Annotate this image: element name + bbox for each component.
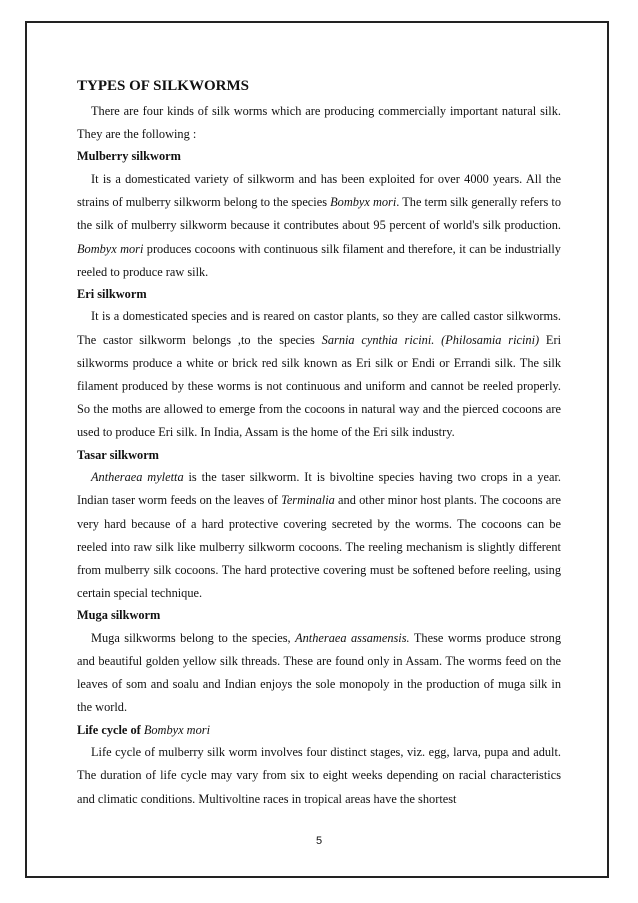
- text-segment: These worms produce strong and beautiful golden yellow silk threads. These are found only in Assam. The worms feed on the leaves of som and soalu and Indian enjoys the sole monopoly in the production of muga silk in the world.: [77, 630, 561, 715]
- species-name: Bombyx mori: [77, 241, 144, 256]
- section-heading-muga: Muga silkworm: [77, 608, 161, 623]
- species-name: Bombyx mori: [143, 722, 211, 737]
- paragraph-tasar: [77, 466, 561, 605]
- paragraph-eri: [77, 305, 561, 444]
- heading-text: Life cycle of: [77, 722, 144, 737]
- species-name: Antheraea myletta: [91, 470, 184, 485]
- document-body: [77, 72, 561, 811]
- text-segment: Muga silkworms belong to the species,: [91, 630, 296, 645]
- page-title: TYPES OF SILKWORMS: [77, 78, 249, 94]
- plant-name: Terminalia: [281, 493, 335, 508]
- species-name: Sarnia cynthia ricini. (Philosamia ricini): [321, 332, 540, 347]
- text-segment: . The term silk generally refers to the silk of mulberry silkworm because it contributes about 95 percent of world's silk production.: [77, 195, 562, 233]
- text-segment: Eri silkworms produce a white or brick red silk known as Eri silk or Endi or Errandi silk. The silk filament produced by these worms is not continuous and uniform and cannot be reeled properly. So the moths are allowed to emerge from the cocoons in natural way and the pierced cocoons are used to produce Eri silk. In India, Assam is the home of the Eri silk industry.: [77, 332, 561, 440]
- species-name: Antheraea assamensis.: [295, 630, 410, 645]
- text-segment: It is a domesticated species and is reared on castor plants, so they are called castor silkworms. The castor silkworm belongs ,to the species: [77, 309, 561, 347]
- intro-text: There are four kinds of silk worms which are producing commercially important natural silk. They are the following :: [77, 104, 561, 142]
- text-segment: and other minor host plants. The cocoons are very hard because of a hard protective covering secreted by the worms. The cocoons can be reeled into raw silk like mulberry silkworm cocoons. The reeling mechanism is slightly different from mulberry silk cocoons. The hard protective covering must be softened before reeling, using certain special technique.: [77, 493, 561, 601]
- page-number: 5: [315, 835, 323, 847]
- section-heading-mulberry: Mulberry silkworm: [77, 149, 181, 164]
- paragraph-muga: [77, 627, 561, 720]
- section-heading-eri: Eri silkworm: [77, 286, 147, 301]
- paragraph-lifecycle: [77, 741, 561, 811]
- section-heading-tasar: Tasar silkworm: [77, 447, 159, 462]
- intro-paragraph: [77, 100, 561, 146]
- paragraph-mulberry: [77, 168, 561, 284]
- species-name: Bombyx mori: [330, 195, 397, 210]
- text-segment: produces cocoons with continuous silk filament and therefore, it can be industrially reeled to produce raw silk.: [77, 241, 561, 279]
- section-heading-lifecycle: [77, 720, 561, 742]
- text-segment: Life cycle of mulberry silk worm involves four distinct stages, viz. egg, larva, pupa and adult. The duration of life cycle may vary from six to eight weeks depending on racial characteristics and climatic conditions. Multivoltine races in tropical areas have the shortest: [77, 745, 561, 806]
- text-segment: is the taser silkworm. It is bivoltine species having two crops in a year. Indian taser worm feeds on the leaves of: [77, 470, 561, 508]
- text-segment: It is a domesticated variety of silkworm and has been exploited for over 4000 years. All the strains of mulberry silkworm belong to the species: [77, 171, 561, 210]
